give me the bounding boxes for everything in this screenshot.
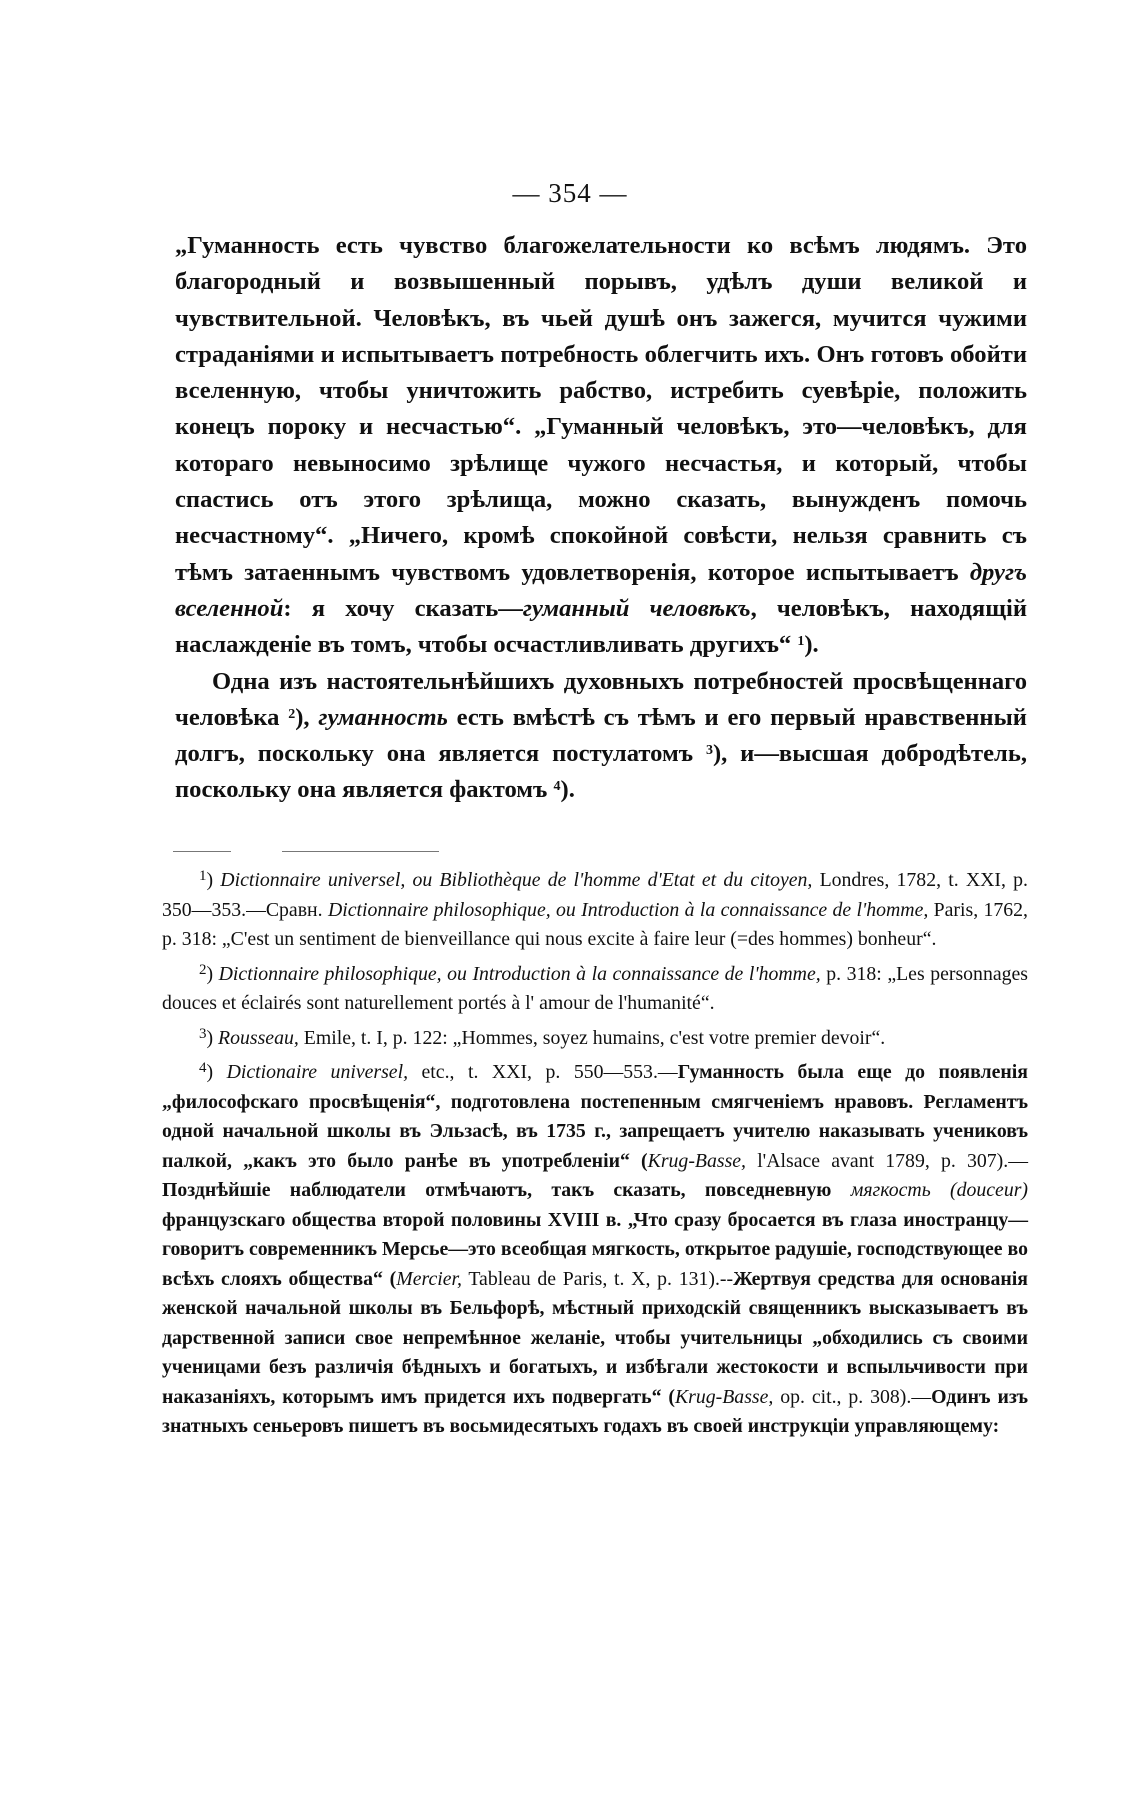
paragraph-1: „Гуманность есть чувство благожелательности ко всѣмъ людямъ. Это благородный и возвышенный порывъ, удѣлъ души великой и чувствительной. Человѣкъ, въ чьей душѣ онъ зажегся, мучится чужими страданіями и испытываетъ потребность облегчить ихъ. Онъ готовъ обойти вселенную, чтобы уничтожить рабство, истребить суевѣріе, положить конецъ пороку и несчастью“. „Гуманный человѣкъ, это—человѣкъ, для котораго невыносимо зрѣлище чужого несчастья, и который, чтобы спастись отъ этого зрѣлища, можно сказать, вынужденъ помочь несчастному“. „Ничего, кромѣ спокойной совѣсти, нельзя сравнить съ тѣмъ затаеннымъ чувствомъ удовлетворенія, которое испытываетъ другъ вселенной: я хочу сказать—гуманный человѣкъ, человѣкъ, находящій наслажденіе въ томъ, чтобы осчастливливать другихъ“ $^1$). — [175, 232, 1028, 659]
main-text — [175, 228, 1027, 809]
paragraph-2: Одна изъ настоятельнѣйшихъ духовныхъ потребностей просвѣщеннаго человѣка $^2$), гуманность есть вмѣстѣ съ тѣмъ и его первый нравственный долгъ, поскольку она является постулатомъ $^3$), и—высшая добродѣтель, поскольку она является фактомъ $^4$). — [175, 667, 1027, 804]
footnote-ref-1: 1 — [797, 634, 805, 650]
footnote-1: $^1$) Dictionnaire universel, ou Bibliothèque de l'homme d'Etat et du citoyen, Londres, 1782, t. XXI, p. 350—353.—Сравн. Dictionnaire philosophique, ou Introduction à la connaissance de l'homme, Paris, 1762, p. 318: „C'est un sentiment de bienveillance qui nous excite à faire leur (=des hommes) bonheur“. — [162, 868, 1029, 950]
page-number: — 354 — — [512, 178, 628, 208]
footnote-4: $^4$) Dictionaire universel, etc., t. XXI, p. 550—553.—Гуманность была еще до появленія „философскаго просвѣщенія“, подготовлена постепенным смягченіемъ нравовъ. Регламентъ одной начальной школы въ Эльзасѣ, въ 1735 г., запрещаетъ учителю наказывать учениковъ палкой, „какъ это было ранѣе въ употребленіи“ (Krug-Basse, l'Alsace avant 1789, p. 307).—Позднѣйшіе наблюдатели отмѣчаютъ, такъ сказать, повседневную мягкость (douceur) французскаго общества второй половины XVIII в. „Что сразу бросается въ глаза иностранцу—говоритъ современникъ Мерсье—это всеобщая мягкость, открытое радушіе, господствующее во всѣхъ слояхъ общества“ (Mercier, Tableau de Paris, t. X, p. 131).--Жертвуя средства для основанія женской начальной школы въ Бельфорѣ, мѣстный приходскій священникъ высказываетъ въ дарственной записи свое непремѣнное желаніе, чтобы учительницы „обходились съ своими ученицами безъ различія бѣдныхъ и богатыхъ, и избѣгали жестокости и вспыльчивости при наказаніяхъ, которымъ имъ придется ихъ подвергать“ (Krug-Basse, op. cit., p. 308).—Одинъ изъ знатныхъ сеньеровъ пишетъ въ восьмидесятыхъ годахъ въ своей инструкціи управляющему: — [162, 1060, 1029, 1437]
footnotes — [162, 866, 1028, 1447]
footnote-ref-4: 4 — [553, 779, 561, 795]
footnote-separator — [282, 851, 439, 852]
footnote-3: $^3$) Rousseau, Emile, t. I, p. 122: „Hommes, soyez humains, c'est votre premier devoir“. — [199, 1025, 886, 1049]
footnote-ref-3: 3 — [705, 743, 713, 759]
footnote-2: $^2$) Dictionnaire philosophique, ou Introduction à la connaissance de l'homme, p. 318: „Les personnages douces et éclairés sont naturellement portés à l' amour de l'humanité“. — [162, 961, 1028, 1014]
footnote-ref-2: 2 — [288, 706, 296, 722]
footnote-separator — [173, 851, 231, 852]
